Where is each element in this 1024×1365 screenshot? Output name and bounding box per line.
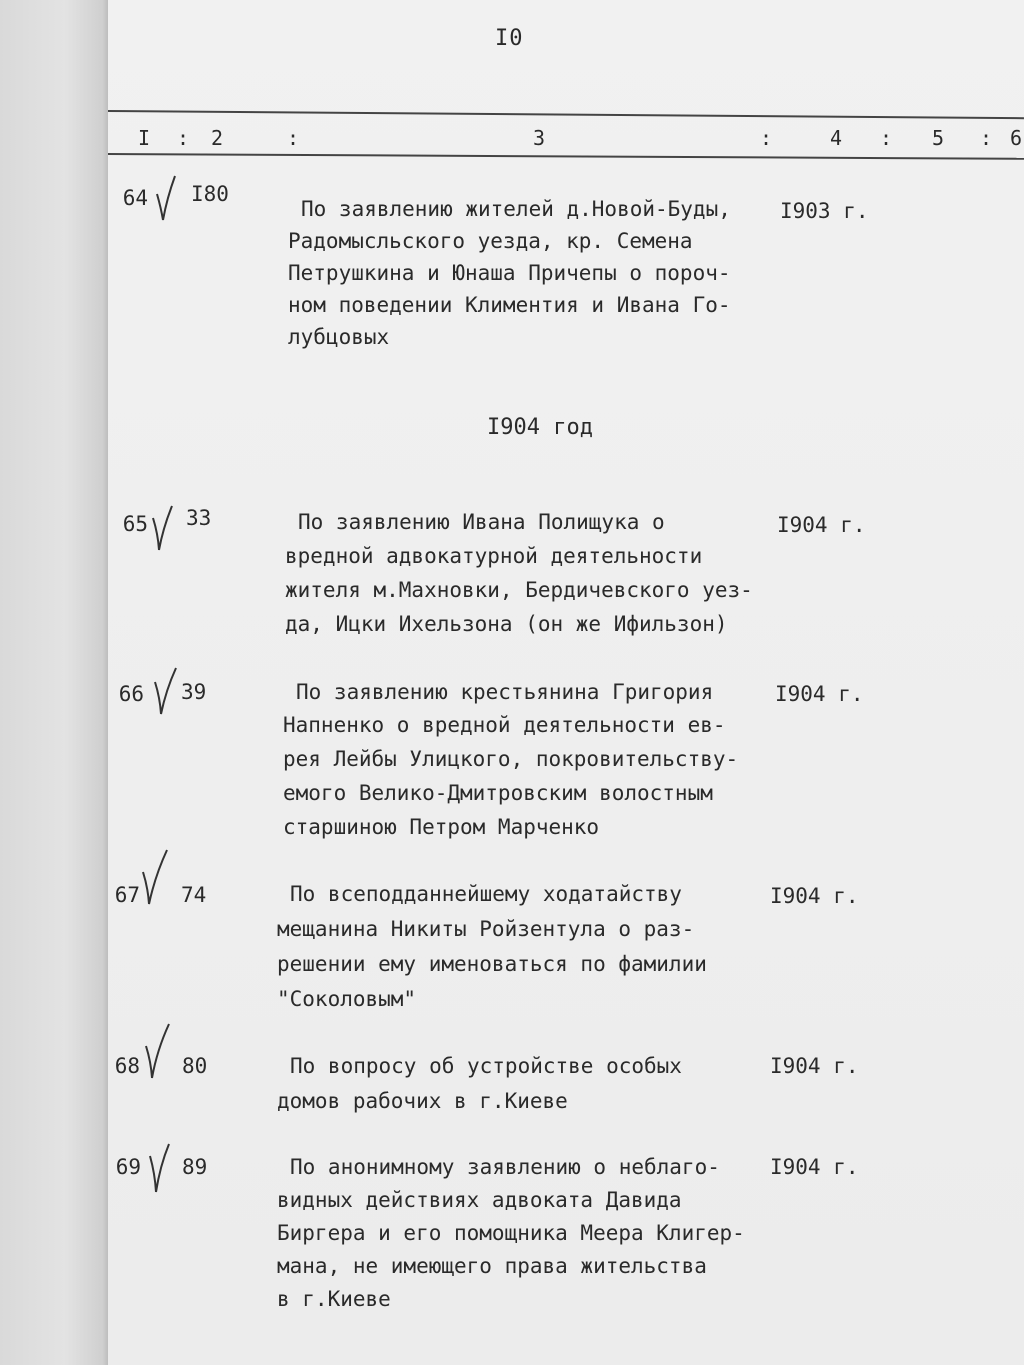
column-header-5: 5 (932, 126, 945, 150)
check-mark-icon (141, 852, 167, 904)
entry-text-line: емого Велико-Дмитровским волостным (283, 781, 713, 805)
column-header-4: 4 (830, 126, 843, 150)
entry-text-line: По заявлению крестьянина Григория (296, 680, 714, 704)
column-separator: : (287, 126, 300, 150)
entry-text-line: мещанина Никиты Ройзентула о раз- (277, 917, 695, 941)
file-number: 39 (181, 680, 207, 704)
file-number: 74 (181, 883, 207, 907)
check-mark-icon (147, 1140, 173, 1192)
entry-text-line: Биргера и его помощника Меера Клигер- (277, 1221, 745, 1245)
check-mark-icon (150, 500, 176, 552)
book-binding (0, 0, 108, 1365)
entry-text-line: видных действиях адвоката Давида (277, 1188, 682, 1212)
check-mark-icon (143, 1024, 169, 1076)
entry-year: I904 г. (770, 884, 859, 908)
entry-text-line: По вопросу об устройстве особых (290, 1054, 682, 1078)
entry-text-line: вредной адвокатурной деятельности (285, 544, 703, 568)
file-number: 33 (186, 506, 212, 530)
column-separator: : (980, 126, 993, 150)
entry-number: 65 (122, 512, 148, 536)
entry-year: I904 г. (770, 1054, 859, 1078)
entry-text-line: решении ему именоваться по фамилии (277, 952, 707, 976)
check-mark-icon (152, 664, 178, 716)
entry-text-line: в г.Киеве (277, 1287, 391, 1311)
file-number: 80 (182, 1054, 208, 1078)
column-header-6: 6 (1010, 126, 1023, 150)
entry-text-line: жителя м.Махновки, Бердичевского уез- (285, 578, 753, 602)
column-header-3: 3 (533, 126, 546, 150)
entry-text-line: рея Лейбы Улицкого, покровительству- (283, 747, 739, 771)
entry-year: I904 г. (775, 682, 864, 706)
file-number: 89 (182, 1155, 208, 1179)
entry-text-line: старшиною Петром Марченко (283, 815, 600, 839)
year-heading: I904 год (487, 415, 593, 440)
column-separator: : (880, 126, 893, 150)
column-separator: : (760, 126, 773, 150)
file-number: I80 (191, 182, 229, 206)
entry-text-line: По анонимному заявлению о неблаго- (290, 1155, 720, 1179)
entry-text-line: лубцовых (288, 325, 390, 349)
entry-text-line: "Соколовым" (277, 987, 417, 1011)
entry-text-line: да, Ицки Ихельзона (он же Ифильзон) (285, 612, 728, 636)
entry-text-line: По всеподданнейшему ходатайству (290, 882, 682, 906)
page-number: I0 (495, 26, 524, 51)
entry-year: I904 г. (777, 513, 866, 537)
entry-number: 67 (114, 883, 140, 907)
column-header-2: 2 (211, 126, 224, 150)
column-header-1: I (138, 126, 151, 150)
entry-text-line: Радомысльского уезда, кр. Семена (288, 229, 693, 253)
entry-text-line: домов рабочих в г.Киеве (277, 1089, 568, 1113)
entry-text-line: По заявлению Ивана Полищука о (298, 510, 665, 534)
entry-number: 66 (118, 682, 144, 706)
entry-year: I904 г. (770, 1155, 859, 1179)
entry-number: 68 (114, 1054, 140, 1078)
column-separator: : (177, 126, 190, 150)
entry-number: 69 (115, 1155, 141, 1179)
entry-text-line: мана, не имеющего права жительства (277, 1254, 707, 1278)
check-mark-icon (153, 172, 179, 224)
entry-text-line: ном поведении Климентия и Ивана Го- (288, 293, 731, 317)
entry-text-line: По заявлению жителей д.Новой-Буды, (301, 197, 731, 221)
entry-year: I903 г. (780, 199, 869, 223)
entry-number: 64 (122, 186, 148, 210)
entry-text-line: Петрушкина и Юнаша Причепы о пороч- (288, 261, 731, 285)
entry-text-line: Напненко о вредной деятельности ев- (283, 713, 726, 737)
